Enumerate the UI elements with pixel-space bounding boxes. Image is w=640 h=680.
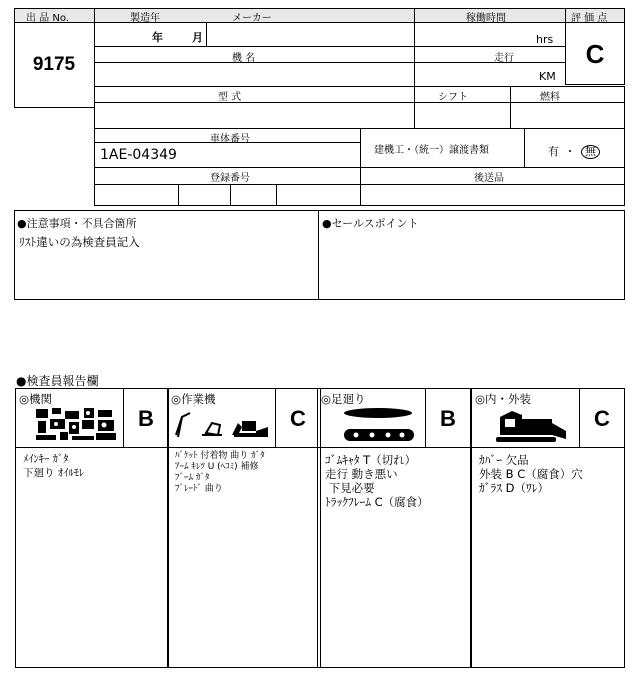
transfer-doc-options xyxy=(548,143,600,159)
caution-title: ●注意事項・不具合箇所 xyxy=(17,217,137,230)
grade-label: 評 価 点 xyxy=(571,13,608,24)
serial-value: 1AE-04349 xyxy=(100,147,177,163)
hours-label: 稼働時間 xyxy=(466,13,506,24)
hours-unit: hrs xyxy=(536,33,554,46)
year-label: 製造年 xyxy=(130,13,160,24)
mileage-label: 走行 xyxy=(494,53,514,64)
section-grade: C xyxy=(275,389,320,448)
year-unit-month: 月 xyxy=(192,31,203,44)
section-grade: B xyxy=(425,389,470,448)
undercarriage-icon xyxy=(336,405,420,445)
section-title: ◎足廻り xyxy=(321,392,366,406)
overall-grade: C xyxy=(585,38,605,69)
header-strip xyxy=(14,8,624,22)
sales-point-title: ●セールスポイント xyxy=(322,217,419,230)
fuel-label: 燃料 xyxy=(540,92,560,103)
transfer-doc-label: 建機工・（統一）譲渡書類 xyxy=(374,145,489,156)
caution-text: ﾘｽﾄ違いの為検査員記入 xyxy=(19,235,140,249)
section-header xyxy=(168,389,320,448)
section-notes: ｶﾊﾞｰ 欠品 外装 B C（腐食）穴 ｶﾞﾗｽ D（ﾜﾚ） xyxy=(479,453,583,495)
year-unit-year: 年 xyxy=(152,31,163,44)
mileage-unit: KM xyxy=(539,70,556,83)
accessories-label: 後送品 xyxy=(474,173,504,184)
lot-number: 9175 xyxy=(32,54,76,75)
type-label: 型 式 xyxy=(218,92,242,103)
report-section-exterior xyxy=(471,388,625,668)
transfer-no-circled: 無 xyxy=(581,145,600,159)
exterior-icon xyxy=(492,405,572,445)
engine-icon xyxy=(32,405,120,443)
section-grade: C xyxy=(579,389,624,448)
report-section-undercarriage xyxy=(317,388,471,668)
lot-no-label: 出 品 No. xyxy=(26,13,69,24)
model-name-label: 機 名 xyxy=(232,53,256,64)
section-title: ◎作業機 xyxy=(171,392,216,406)
section-title: ◎内・外装 xyxy=(475,392,532,406)
section-header xyxy=(318,389,470,448)
section-title: ◎機関 xyxy=(19,392,53,406)
section-grade: B xyxy=(123,389,168,448)
transfer-yes: 有 xyxy=(548,145,559,158)
section-header xyxy=(16,389,168,448)
section-notes: ｺﾞﾑｷｬﾀ T（切れ） 走行 動き悪い 下見必要 ﾄﾗｯｸﾌﾚｰﾑ C（腐食） xyxy=(325,453,429,509)
report-section-engine xyxy=(15,388,169,668)
serial-label: 車体番号 xyxy=(210,134,250,145)
transfer-sep: ・ xyxy=(564,145,576,158)
section-notes: ﾊﾞｹｯﾄ 付着物 曲り ｶﾞﾀ ｱｰﾑ ｷﾚﾂ U (ﾍｺﾐ) 補修 ﾌﾞｰﾑ ｶﾞﾀ ﾌﾞﾚｰﾄﾞ 曲り xyxy=(175,451,265,494)
report-section-work-equipment xyxy=(167,388,321,668)
report-heading: ●検査員報告欄 xyxy=(16,374,99,388)
shift-label: シフト xyxy=(438,92,468,103)
maker-label: メーカー xyxy=(232,13,272,24)
registration-label: 登録番号 xyxy=(210,173,250,184)
section-header xyxy=(472,389,624,448)
section-notes: ﾒｲﾝｷｰ ｶﾞﾀ 下廻り ｵｲﾙﾓﾚ xyxy=(23,453,85,479)
work-equipment-icon xyxy=(172,409,272,441)
